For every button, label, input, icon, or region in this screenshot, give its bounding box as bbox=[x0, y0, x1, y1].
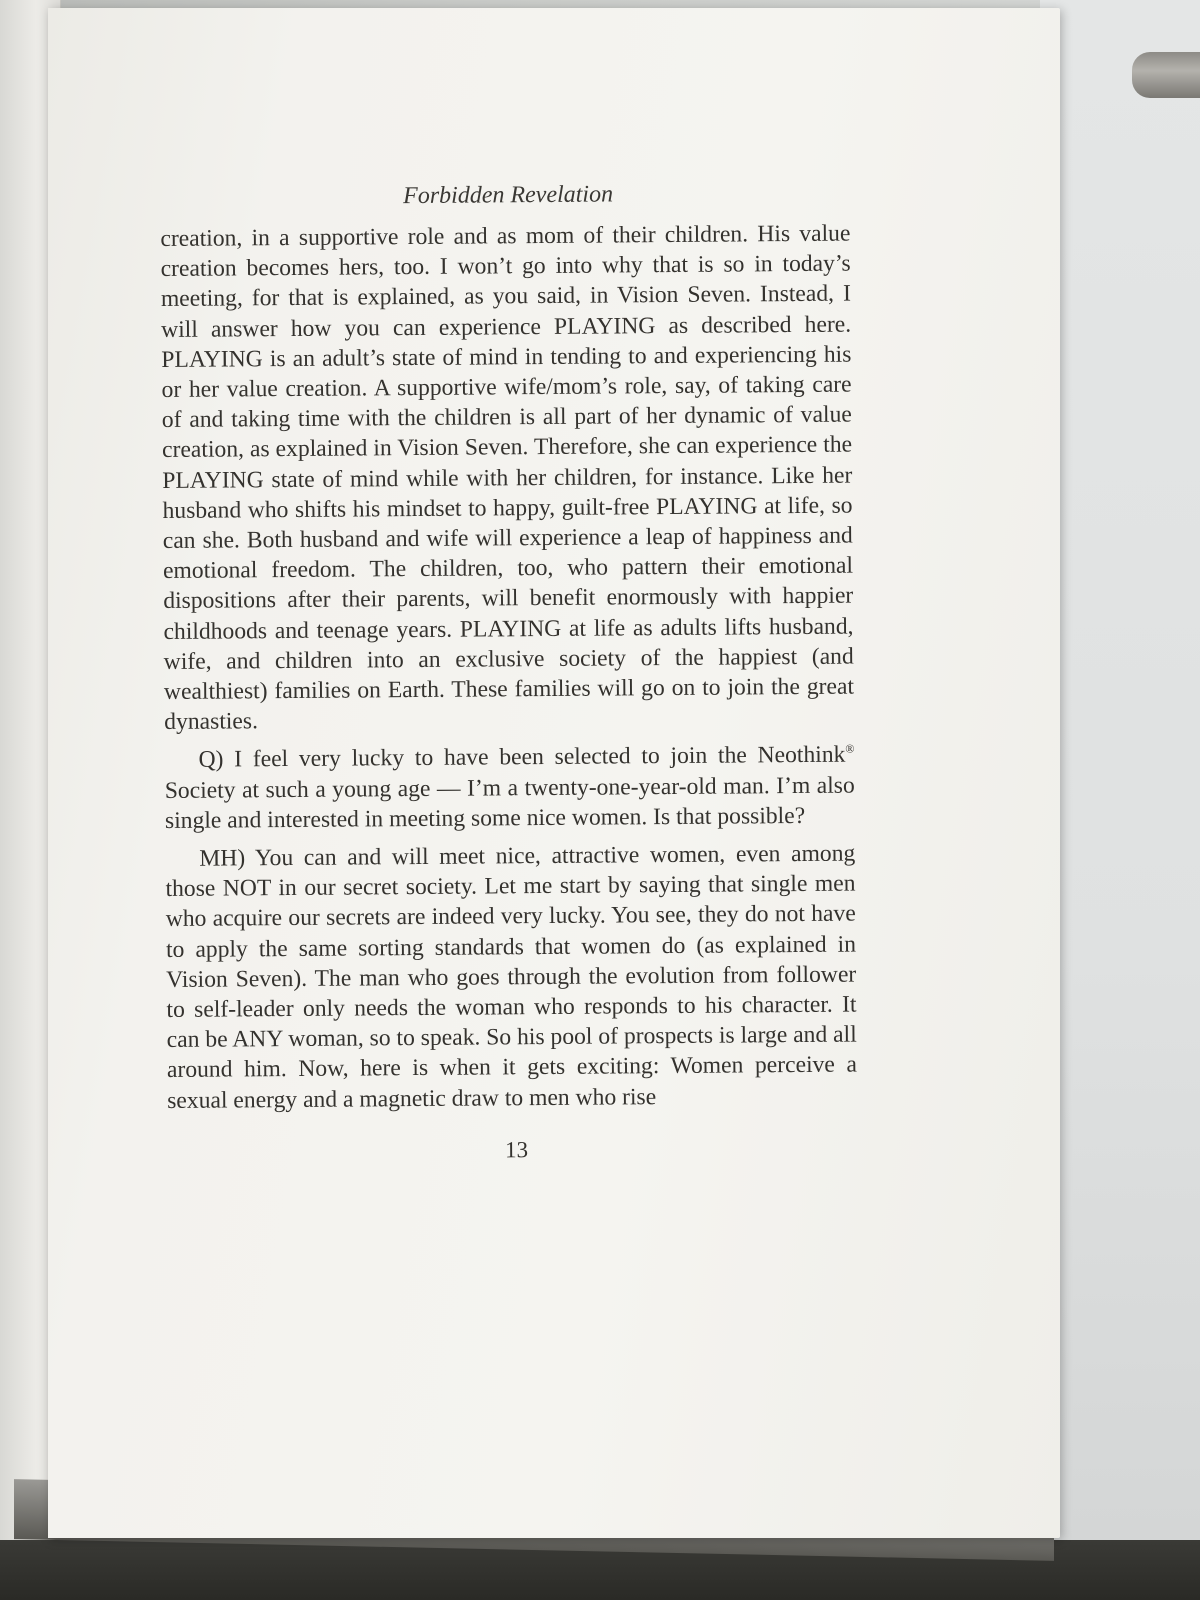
paragraph-continuation: creation, in a supportive role and as mom of their children. His value creation becomes hers, too. I won’t go into why that is so in today’s meeting, for that is explained, as you said, in Vision Seven. Instead, I will answer how you can experience PLAYING as described here. PLAYING is an adult’s state of mind in tending to and experiencing his or her value creation. A supportive wife/mom’s role, say, of taking care of and taking time with the children is all part of her dynamic of value creation, as explained in Vision Seven. Therefore, she can experience the PLAYING state of mind while with her children, for instance. Like her husband who shifts his mindset to happy, guilt-free PLAYING at life, so can she. Both husband and wife will experience a leap of happiness and emotional freedom. The children, too, who pattern their emotional dispositions after their parents, will benefit enormously with happier childhoods and teenage years. PLAYING at life as adults lifts husband, wife, and children into an exclusive society of the happiest (and wealthiest) families on Earth. These families will go on to join the great dynasties. bbox=[160, 220, 855, 736]
pen-cap bbox=[1132, 52, 1200, 98]
running-head: Forbidden Revelation bbox=[403, 181, 614, 210]
page-number: 13 bbox=[504, 1137, 529, 1163]
question-text-end: Society at such a young age — I’m a twenty-one-year-old man. I’m also single and interested in meeting some nice women. Is that possible? bbox=[164, 772, 855, 834]
page-content bbox=[160, 180, 858, 1166]
paragraph-question bbox=[164, 740, 855, 836]
tabletop-background bbox=[1040, 0, 1200, 1600]
body-text bbox=[160, 219, 857, 1116]
registered-mark: ® bbox=[845, 742, 855, 757]
paragraph-answer: MH) You can and will meet nice, attractive women, even among those NOT in our secret society. Let me start by saying that single men who acquire our secrets are indeed very lucky. You see, they do not have to apply the same sorting standards that women do (as explained in Vision Seven). The man who goes through the evolution from follower to self-leader only needs the woman who responds to his character. It can be ANY woman, so to speak. So his pool of prospects is large and all around him. Now, here is when it gets exciting: Women perceive a sexual energy and a magnetic draw to men who rise bbox=[165, 840, 858, 1114]
question-text-start: Q) I feel very lucky to have been selected to join the Neothink bbox=[198, 742, 846, 774]
